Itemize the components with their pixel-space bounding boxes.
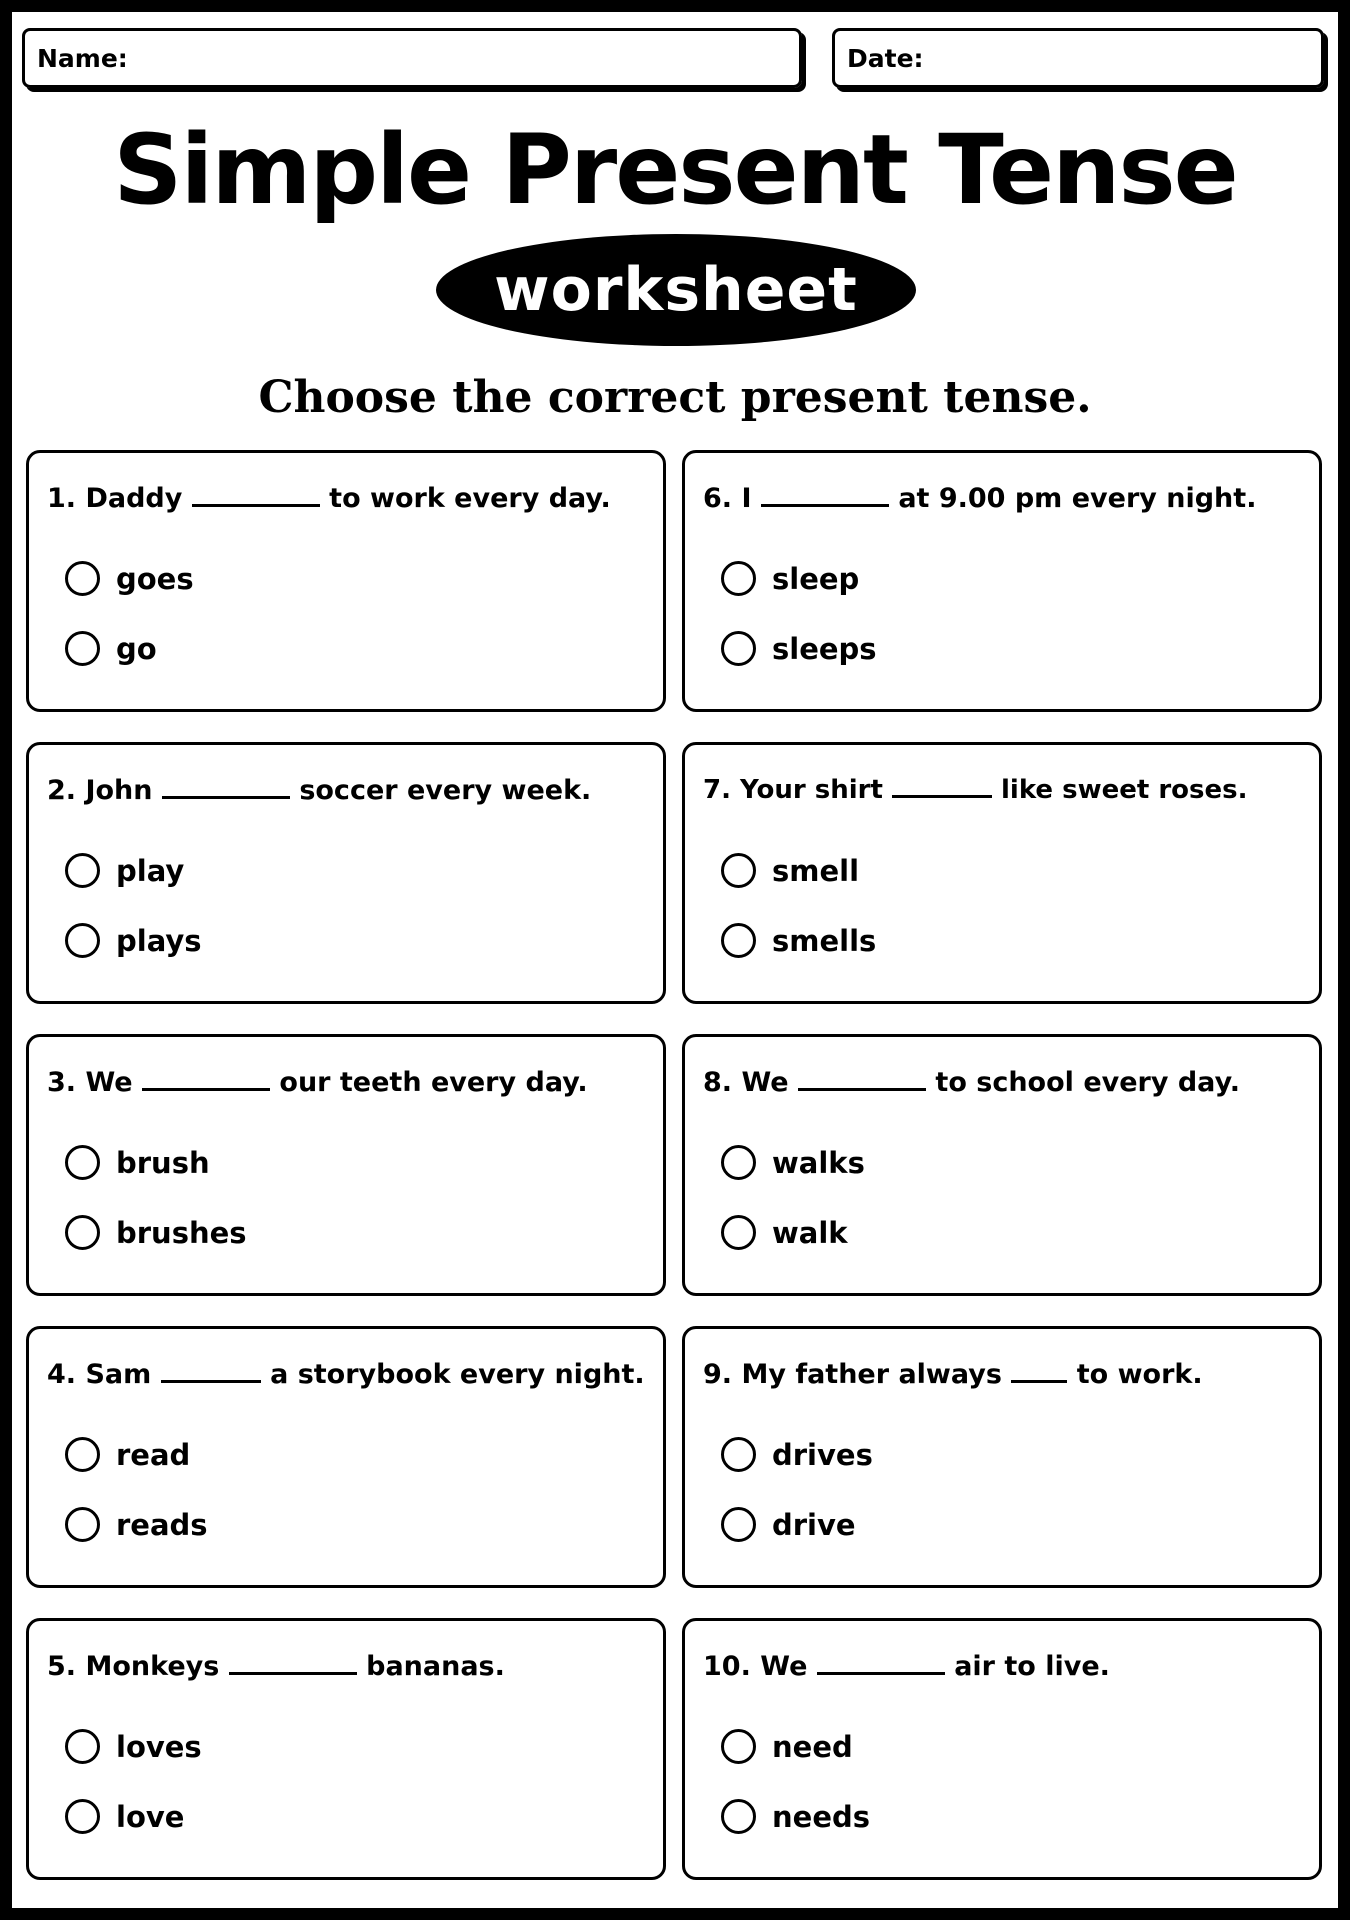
date-field[interactable] xyxy=(832,28,1324,88)
option-label: loves xyxy=(116,1729,202,1764)
question-card-7 xyxy=(682,742,1322,1004)
radio-circle-icon[interactable] xyxy=(65,923,100,958)
option-row[interactable] xyxy=(721,1215,848,1250)
question-number: 6. xyxy=(703,483,733,514)
option-row[interactable] xyxy=(65,561,194,596)
question-after: soccer every week. xyxy=(299,775,592,806)
question-before: Your shirt xyxy=(740,775,883,805)
answer-blank xyxy=(892,775,992,798)
question-before: I xyxy=(741,483,752,514)
option-label: plays xyxy=(116,923,202,958)
option-row[interactable] xyxy=(721,1799,870,1834)
option-row[interactable] xyxy=(65,631,157,666)
radio-circle-icon[interactable] xyxy=(721,1799,756,1834)
question-text xyxy=(703,775,1311,805)
question-after: to work every day. xyxy=(329,483,611,514)
option-label: drives xyxy=(772,1437,873,1472)
option-row[interactable] xyxy=(65,1215,247,1250)
option-row[interactable] xyxy=(721,853,859,888)
question-after: to school every day. xyxy=(935,1067,1240,1098)
option-label: sleeps xyxy=(772,631,877,666)
answer-blank xyxy=(162,776,290,799)
option-row[interactable] xyxy=(65,1799,184,1834)
radio-circle-icon[interactable] xyxy=(721,561,756,596)
question-before: My father always xyxy=(741,1359,1002,1390)
worksheet-badge xyxy=(436,234,916,346)
answer-blank xyxy=(761,484,889,507)
worksheet-subtitle: worksheet xyxy=(494,255,858,325)
option-row[interactable] xyxy=(65,853,184,888)
question-text xyxy=(47,1359,655,1390)
worksheet-title: Simple Present Tense xyxy=(113,114,1237,226)
question-after: to work. xyxy=(1076,1359,1203,1390)
option-row[interactable] xyxy=(721,1145,865,1180)
radio-circle-icon[interactable] xyxy=(721,1729,756,1764)
question-number: 3. xyxy=(47,1067,77,1098)
option-row[interactable] xyxy=(65,1145,210,1180)
name-field[interactable] xyxy=(22,28,802,88)
option-row[interactable] xyxy=(721,1437,873,1472)
question-number: 2. xyxy=(47,775,77,806)
option-row[interactable] xyxy=(721,561,859,596)
date-label: Date: xyxy=(847,43,924,73)
answer-blank xyxy=(817,1652,945,1675)
question-after: bananas. xyxy=(366,1651,505,1682)
option-label: go xyxy=(116,631,157,666)
option-row[interactable] xyxy=(65,923,202,958)
question-text xyxy=(47,483,655,514)
worksheet-page xyxy=(12,12,1338,1908)
answer-blank xyxy=(229,1652,357,1675)
option-row[interactable] xyxy=(65,1507,208,1542)
radio-circle-icon[interactable] xyxy=(721,1507,756,1542)
radio-circle-icon[interactable] xyxy=(721,853,756,888)
question-before: Monkeys xyxy=(85,1651,220,1682)
question-card-2 xyxy=(26,742,666,1004)
option-label: brushes xyxy=(116,1215,247,1250)
radio-circle-icon[interactable] xyxy=(65,561,100,596)
option-row[interactable] xyxy=(721,1729,853,1764)
question-after: a storybook every night. xyxy=(270,1359,645,1390)
answer-blank xyxy=(192,484,320,507)
option-label: drive xyxy=(772,1507,856,1542)
radio-circle-icon[interactable] xyxy=(65,1507,100,1542)
question-card-1 xyxy=(26,450,666,712)
question-card-5 xyxy=(26,1618,666,1880)
radio-circle-icon[interactable] xyxy=(65,1145,100,1180)
question-before: We xyxy=(760,1651,808,1682)
question-after: at 9.00 pm every night. xyxy=(898,483,1257,514)
radio-circle-icon[interactable] xyxy=(65,1799,100,1834)
radio-circle-icon[interactable] xyxy=(65,853,100,888)
question-before: John xyxy=(85,775,153,806)
option-row[interactable] xyxy=(721,631,877,666)
question-before: We xyxy=(741,1067,789,1098)
question-number: 10. xyxy=(703,1651,751,1682)
option-label: read xyxy=(116,1437,191,1472)
option-label: smells xyxy=(772,923,877,958)
option-row[interactable] xyxy=(65,1437,190,1472)
question-card-9 xyxy=(682,1326,1322,1588)
radio-circle-icon[interactable] xyxy=(721,1145,756,1180)
question-card-3 xyxy=(26,1034,666,1296)
option-label: sleep xyxy=(772,561,860,596)
option-label: love xyxy=(116,1799,185,1834)
option-label: smell xyxy=(772,853,860,888)
option-label: goes xyxy=(116,561,194,596)
question-number: 1. xyxy=(47,483,77,514)
radio-circle-icon[interactable] xyxy=(721,631,756,666)
question-number: 4. xyxy=(47,1359,77,1390)
instruction-text: Choose the correct present tense. xyxy=(258,372,1092,423)
answer-blank xyxy=(142,1068,270,1091)
radio-circle-icon[interactable] xyxy=(65,1437,100,1472)
radio-circle-icon[interactable] xyxy=(65,1215,100,1250)
option-row[interactable] xyxy=(721,923,876,958)
radio-circle-icon[interactable] xyxy=(721,1437,756,1472)
option-row[interactable] xyxy=(65,1729,202,1764)
question-text xyxy=(703,1651,1311,1682)
option-label: needs xyxy=(772,1799,871,1834)
option-row[interactable] xyxy=(721,1507,856,1542)
option-label: reads xyxy=(116,1507,208,1542)
question-after: like sweet roses. xyxy=(1001,775,1248,805)
radio-circle-icon[interactable] xyxy=(65,1729,100,1764)
option-label: need xyxy=(772,1729,853,1764)
question-card-8 xyxy=(682,1034,1322,1296)
question-text xyxy=(47,1651,655,1682)
question-number: 8. xyxy=(703,1067,733,1098)
radio-circle-icon[interactable] xyxy=(721,1215,756,1250)
question-card-4 xyxy=(26,1326,666,1588)
question-number: 5. xyxy=(47,1651,77,1682)
question-before: Daddy xyxy=(85,483,183,514)
option-label: play xyxy=(116,853,185,888)
question-text xyxy=(703,1359,1311,1390)
question-card-10 xyxy=(682,1618,1322,1880)
question-before: Sam xyxy=(85,1359,152,1390)
question-number: 7. xyxy=(703,775,731,805)
option-label: walks xyxy=(772,1145,865,1180)
answer-blank xyxy=(798,1068,926,1091)
answer-blank xyxy=(161,1360,261,1383)
radio-circle-icon[interactable] xyxy=(721,923,756,958)
question-after: air to live. xyxy=(954,1651,1110,1682)
question-after: our teeth every day. xyxy=(279,1067,588,1098)
question-text xyxy=(47,1067,655,1098)
question-card-6 xyxy=(682,450,1322,712)
option-label: walk xyxy=(772,1215,848,1250)
answer-blank xyxy=(1011,1360,1067,1383)
name-label: Name: xyxy=(37,43,128,73)
radio-circle-icon[interactable] xyxy=(65,631,100,666)
question-number: 9. xyxy=(703,1359,733,1390)
question-text xyxy=(703,1067,1311,1098)
option-label: brush xyxy=(116,1145,210,1180)
question-before: We xyxy=(85,1067,133,1098)
question-text xyxy=(47,775,655,806)
question-text xyxy=(703,483,1311,514)
